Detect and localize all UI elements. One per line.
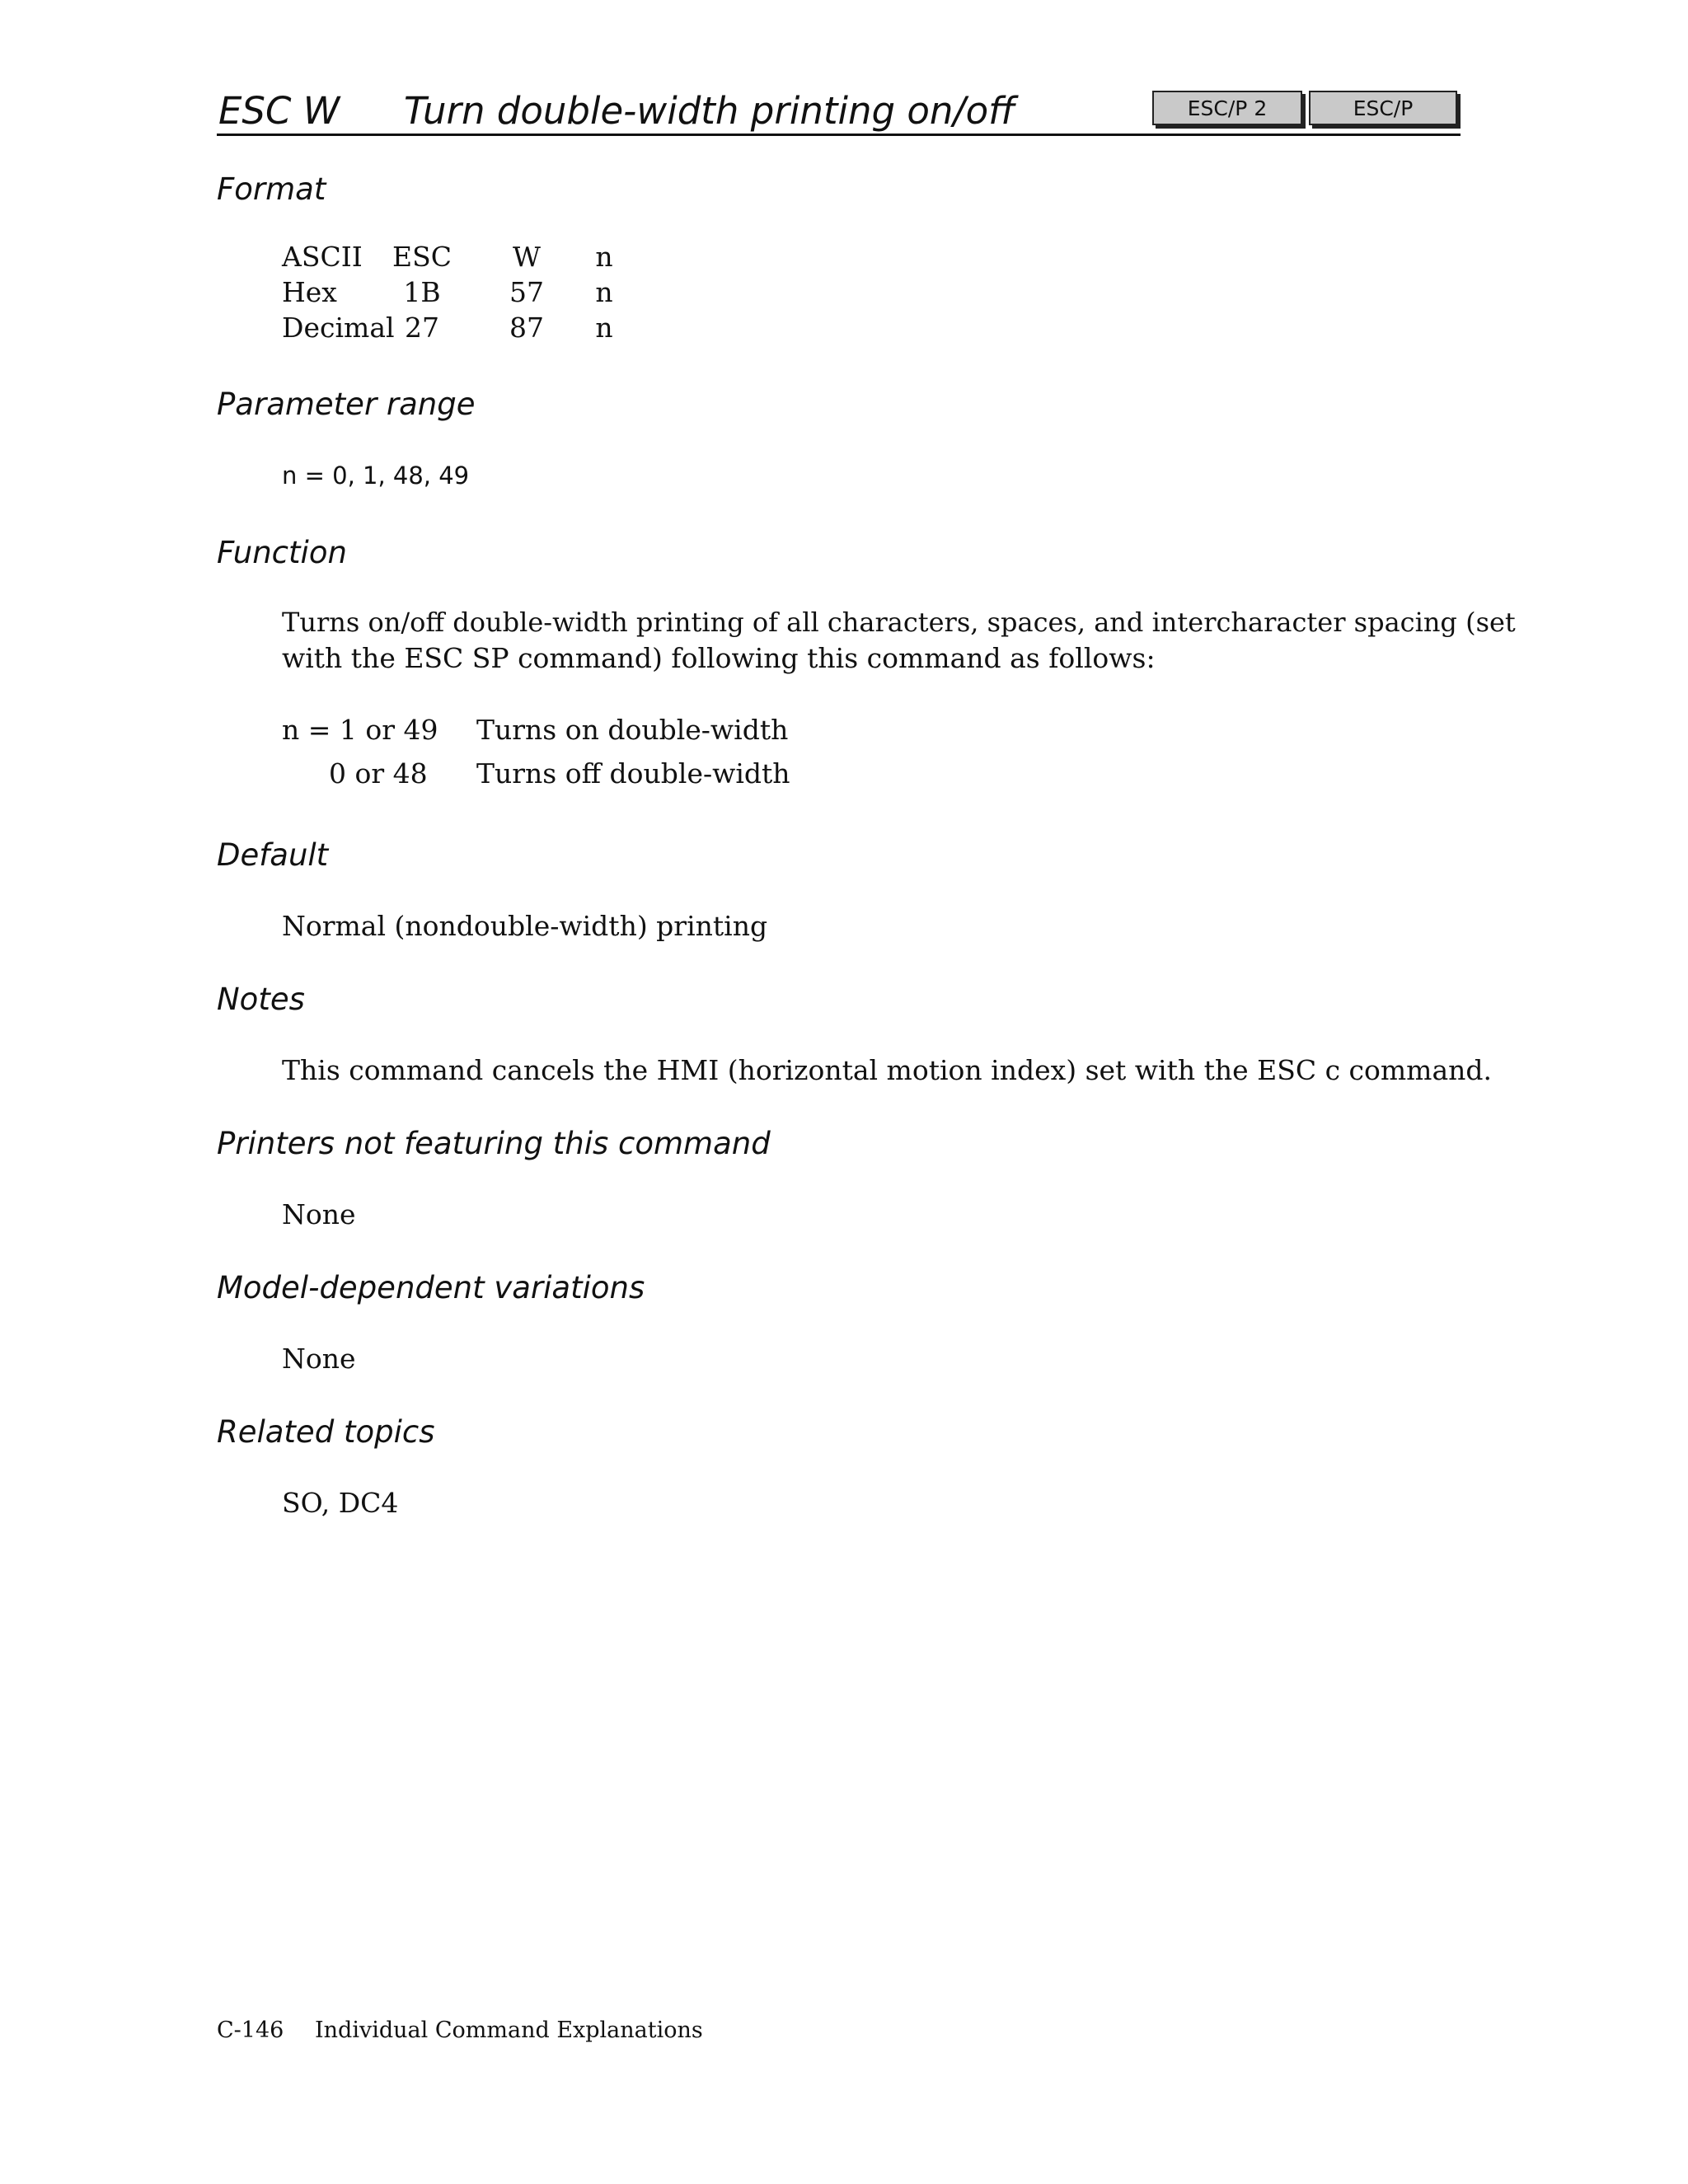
format-cell: ASCII	[282, 241, 363, 273]
header-rule	[217, 134, 1461, 136]
printers-not-featuring-text: None	[282, 1198, 356, 1230]
function-line-2: with the ESC SP command) following this command as follows:	[282, 642, 1156, 674]
badge-escp: ESC/P	[1309, 91, 1457, 125]
default-text: Normal (nondouble-width) printing	[282, 910, 768, 942]
footer-page-number: C-146	[217, 2018, 284, 2043]
page-title: Turn double-width printing on/off	[404, 89, 1015, 133]
format-heading: Format	[217, 171, 326, 207]
model-dependent-text: None	[282, 1343, 356, 1375]
param-value-off: 0 or 48	[329, 757, 428, 790]
default-heading: Default	[217, 837, 329, 873]
model-dependent-heading: Model-dependent variations	[217, 1270, 645, 1305]
format-row-ascii: ASCII ESC W n	[282, 241, 613, 273]
notes-heading: Notes	[217, 982, 305, 1017]
badge-escp2: ESC/P 2	[1152, 91, 1302, 125]
parameter-range-text: n = 0, 1, 48, 49	[282, 462, 470, 490]
param-desc-on: Turns on double-width	[476, 714, 789, 746]
footer-section-title: Individual Command Explanations	[315, 2018, 703, 2043]
related-topics-heading: Related topics	[217, 1414, 435, 1450]
function-line-1: Turns on/off double-width printing of all characters, spaces, and intercharacter spacing (set	[282, 607, 1516, 638]
format-row-hex: Hex 1B 57 n	[282, 276, 613, 308]
param-value-on: n = 1 or 49	[282, 714, 438, 746]
parameter-range-heading: Parameter range	[217, 387, 476, 422]
command-name: ESC W	[218, 89, 340, 133]
function-heading: Function	[217, 535, 347, 570]
format-row-decimal: Decimal 27 87 n	[282, 312, 613, 344]
param-desc-off: Turns off double-width	[476, 757, 790, 790]
notes-text: This command cancels the HMI (horizontal motion index) set with the ESC c command.	[282, 1054, 1493, 1086]
related-topics-text: SO, DC4	[282, 1487, 399, 1519]
format-table	[282, 241, 694, 347]
format-cell: Decimal	[282, 312, 395, 344]
format-cell: Hex	[282, 276, 337, 308]
printers-not-featuring-heading: Printers not featuring this command	[217, 1126, 771, 1161]
